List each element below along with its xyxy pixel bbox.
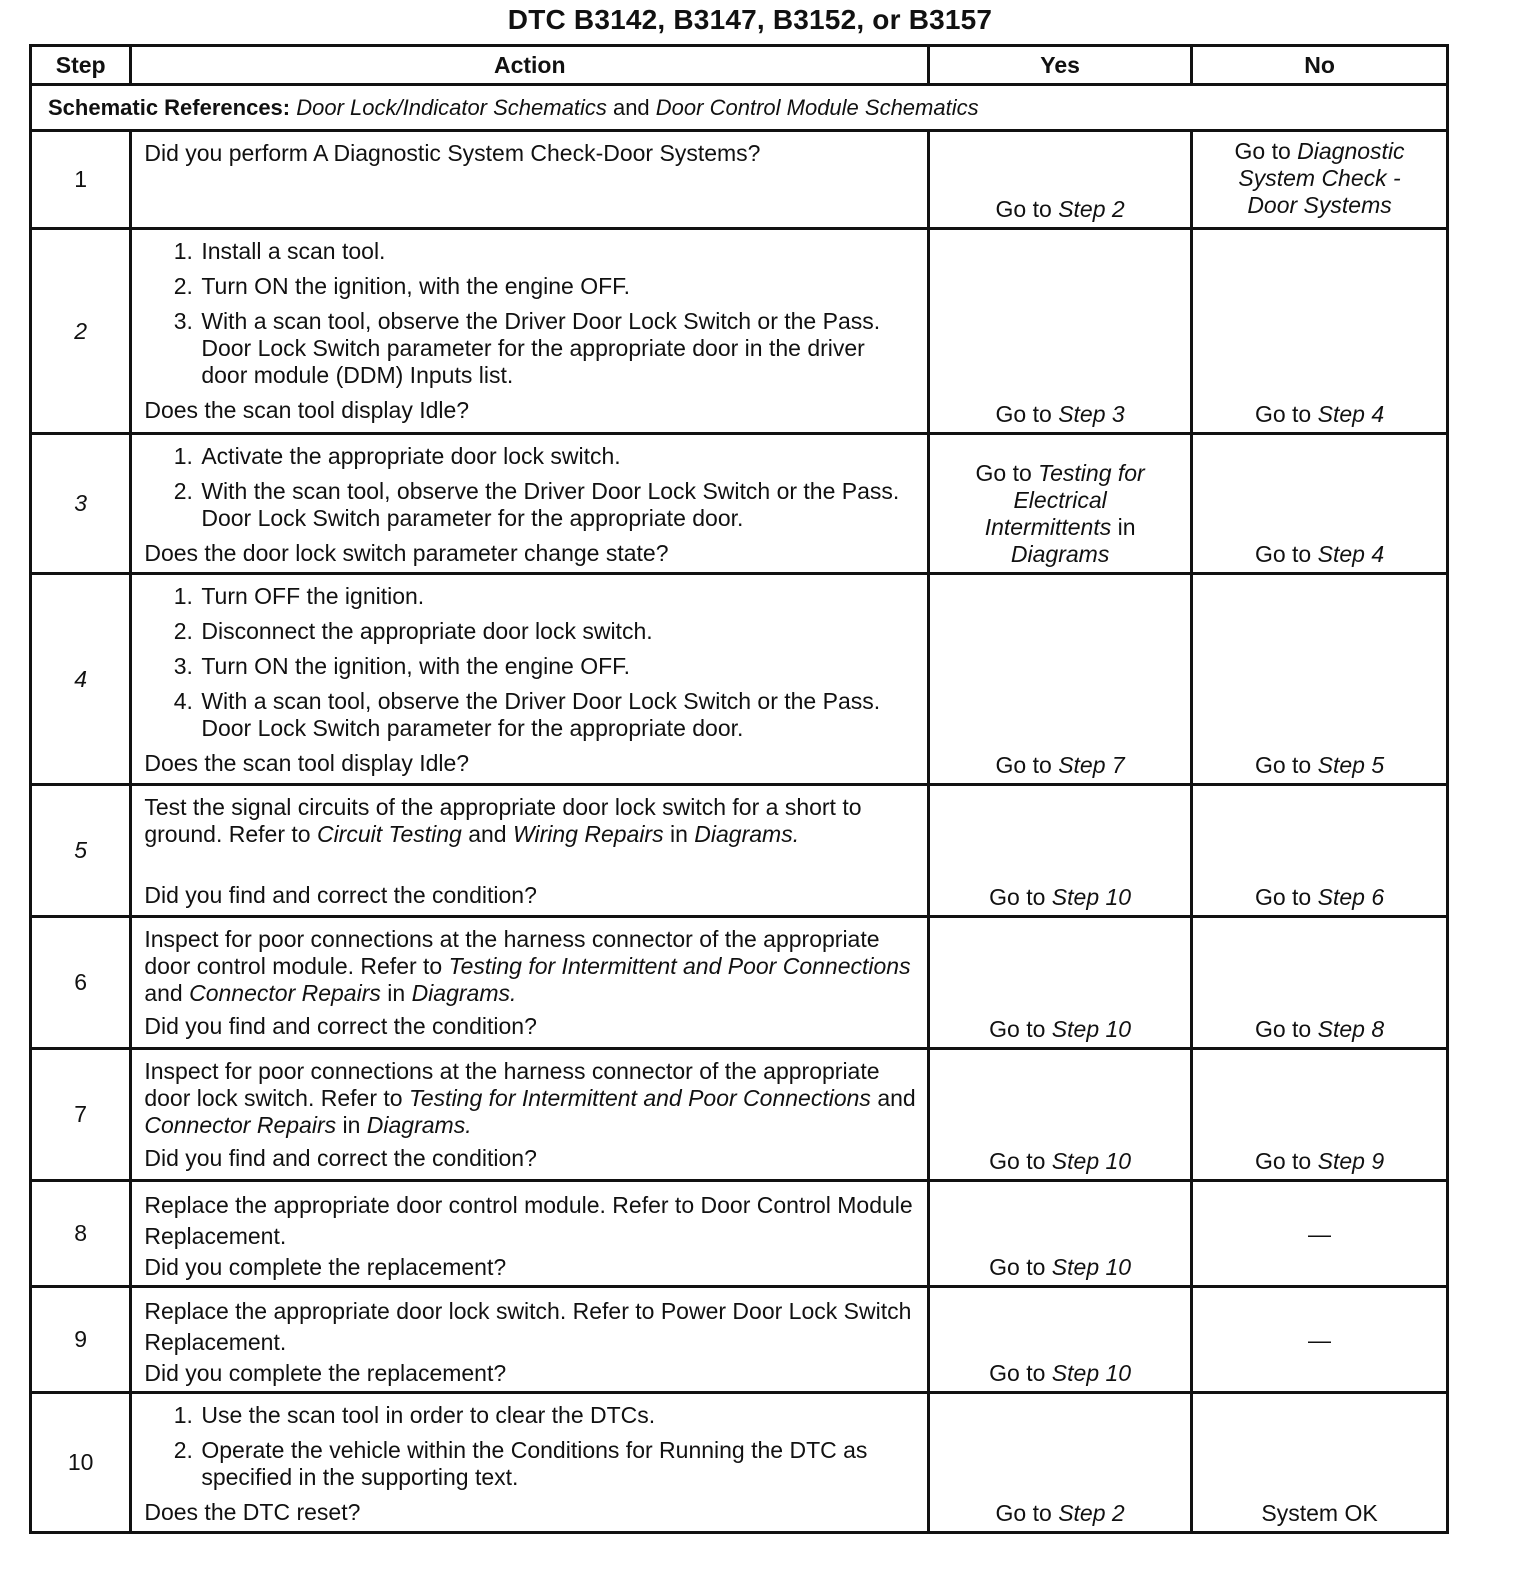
reference-link[interactable]: Diagrams. (694, 821, 800, 847)
no-target-link[interactable]: Diagnostic (1297, 138, 1405, 164)
reference-link[interactable]: Wiring Repairs (512, 821, 664, 847)
schematic-and: and (612, 95, 650, 120)
step-number (31, 229, 131, 434)
step-number: 1 (31, 131, 131, 229)
schematic-references-row (31, 85, 1448, 131)
table-row (31, 434, 1448, 574)
no-result (1192, 785, 1448, 917)
yes-result (929, 785, 1192, 917)
reference-link[interactable]: Testing for Intermittent and Poor Connections (408, 1085, 871, 1111)
action-cell (131, 1287, 929, 1393)
yes-result (929, 917, 1192, 1049)
goto-label: Go to (1254, 541, 1312, 567)
yes-target-link[interactable]: Step 2 (1058, 1500, 1125, 1526)
table-row (31, 1049, 1448, 1181)
no-line: Go to (1234, 138, 1291, 164)
yes-target-link[interactable]: Step 10 (1051, 1148, 1132, 1174)
action-cell (131, 434, 929, 574)
reference-link[interactable]: Connector Repairs (144, 1112, 337, 1138)
no-result (1192, 434, 1448, 574)
goto-label: Go to (989, 884, 1046, 910)
question-text: Does the scan tool display Idle? (144, 750, 470, 776)
yes-result (929, 131, 1192, 229)
table-row (31, 785, 1448, 917)
step-number-text: 3 (74, 490, 88, 516)
yes-result (929, 1393, 1192, 1533)
question-text: Does the door lock switch parameter change state? (144, 540, 669, 566)
reference-link[interactable]: Testing for Intermittent and Poor Connections (448, 953, 911, 979)
question-text: Does the scan tool display Idle? (144, 397, 470, 423)
step-number (31, 434, 131, 574)
step-number: 6 (31, 917, 131, 1049)
goto-label: Go to (989, 1360, 1046, 1386)
action-text: Inspect for poor connections at the harness connector of the appropriate door lock switch. Refer to (144, 1058, 880, 1111)
reference-link[interactable]: Circuit Testing (316, 821, 462, 847)
yes-result (929, 574, 1192, 785)
action-list (144, 238, 917, 389)
table-row (31, 1181, 1448, 1287)
action-text: and (144, 980, 183, 1006)
action-cell (131, 229, 929, 434)
no-target-link[interactable]: Step 8 (1317, 1016, 1385, 1042)
goto-label: Go to (989, 1016, 1046, 1042)
yes-target-link[interactable]: Diagrams (1010, 541, 1110, 567)
action-cell (131, 1393, 929, 1533)
action-text: in (387, 980, 406, 1006)
schematic-ref-1[interactable]: Door Lock/Indicator Schematics (296, 95, 607, 120)
yes-target-link[interactable]: Step 3 (1058, 401, 1125, 427)
no-result: System OK (1192, 1393, 1448, 1533)
yes-result (929, 1049, 1192, 1181)
question-text: Did you find and correct the condition? (144, 1145, 537, 1171)
in-label: in (1117, 514, 1136, 540)
yes-target-link[interactable]: Step 10 (1051, 1360, 1132, 1386)
no-result: — (1192, 1287, 1448, 1393)
no-target-link[interactable]: Step 5 (1317, 752, 1385, 778)
no-result (1192, 131, 1448, 229)
action-cell (131, 1049, 929, 1181)
yes-result (929, 229, 1192, 434)
diagnostic-table (29, 44, 1449, 1534)
question-text: Did you complete the replacement? (144, 1254, 507, 1280)
goto-label: Go to (1254, 1148, 1312, 1174)
step-number (31, 574, 131, 785)
goto-label: Go to (1254, 884, 1312, 910)
action-text: and (468, 821, 507, 847)
question-text: Did you find and correct the condition? (144, 882, 537, 908)
action-item: 1. Use the scan tool in order to clear the DTCs. (199, 1402, 917, 1429)
goto-label: Go to (1254, 752, 1312, 778)
header-step: Step (31, 46, 131, 85)
action-item: 1. Turn OFF the ignition. (199, 583, 917, 610)
action-text: in (670, 821, 688, 847)
schematic-label: Schematic References: (48, 95, 291, 120)
no-target-link[interactable]: Step 4 (1317, 401, 1385, 427)
table-row (31, 1287, 1448, 1393)
goto-label: Go to (1254, 401, 1312, 427)
goto-label: Go to (995, 401, 1052, 427)
goto-label: Go to (989, 1148, 1046, 1174)
action-item: 2. Turn ON the ignition, with the engine OFF. (199, 273, 917, 300)
no-target-link[interactable]: Step 9 (1317, 1148, 1385, 1174)
no-result: — (1192, 1181, 1448, 1287)
action-item: 1. Install a scan tool. (199, 238, 917, 265)
step-number: 7 (31, 1049, 131, 1181)
question-text: Did you complete the replacement? (144, 1360, 507, 1386)
goto-label: Go to (1254, 1016, 1312, 1042)
action-list (144, 443, 917, 532)
schematic-references (31, 85, 1448, 131)
yes-target-link[interactable]: Step 2 (1058, 196, 1125, 222)
step-number: 10 (31, 1393, 131, 1533)
step-number-text: 4 (74, 665, 88, 692)
yes-target-link[interactable]: Step 7 (1058, 752, 1125, 778)
action-cell (131, 574, 929, 785)
goto-label: Go to (989, 1254, 1046, 1280)
step-number-text: 5 (74, 837, 88, 863)
action-list (144, 583, 917, 742)
yes-result (929, 434, 1192, 574)
action-item: 2. Operate the vehicle within the Conditions for Running the DTC as specified in the supporting text. (199, 1437, 917, 1491)
yes-target-link[interactable]: Testing for (1038, 460, 1145, 486)
table-row (31, 131, 1448, 229)
action-item: 2. With the scan tool, observe the Driver Door Lock Switch or the Pass. Door Lock Switch parameter for the appropriate door. (199, 478, 917, 532)
action-cell (131, 785, 929, 917)
action-item: 4. With a scan tool, observe the Driver Door Lock Switch or the Pass. Door Lock Switch parameter for the appropriate door. (199, 688, 917, 742)
yes-target-link[interactable]: Step 10 (1051, 1254, 1132, 1280)
table-row (31, 229, 1448, 434)
action-paragraph (144, 794, 917, 848)
action-text: Replace the appropriate door control module. Refer to Door Control Module Replacement. (144, 1192, 913, 1249)
question-text: Does the DTC reset? (144, 1499, 361, 1525)
header-action: Action (131, 46, 929, 85)
table-row (31, 917, 1448, 1049)
goto-label: Go to (975, 460, 1032, 486)
action-cell (131, 1181, 929, 1287)
action-text: in (342, 1112, 361, 1138)
yes-target-link[interactable]: Electrical (1013, 487, 1107, 513)
reference-link[interactable]: Diagrams. (411, 980, 517, 1006)
action-text: Did you perform A Diagnostic System Check-Door Systems? (131, 131, 929, 229)
step-number: 8 (31, 1181, 131, 1287)
action-item: 3. Turn ON the ignition, with the engine OFF. (199, 653, 917, 680)
header-yes: Yes (929, 46, 1192, 85)
header-no: No (1192, 46, 1448, 85)
yes-target-link[interactable]: Step 10 (1051, 1016, 1132, 1042)
action-text: Test the signal circuits of the appropriate door lock switch for a short to ground. Refer to (144, 794, 862, 847)
schematic-ref-2[interactable]: Door Control Module Schematics (655, 95, 979, 120)
table-row (31, 1393, 1448, 1533)
goto-label: Go to (995, 196, 1052, 222)
step-number: 9 (31, 1287, 131, 1393)
no-result (1192, 1049, 1448, 1181)
action-item: 2. Disconnect the appropriate door lock switch. (199, 618, 917, 645)
no-target-link[interactable]: Step 6 (1317, 884, 1385, 910)
yes-result (929, 1181, 1192, 1287)
no-result (1192, 574, 1448, 785)
page-title: DTC B3142, B3147, B3152, or B3157 (507, 4, 993, 35)
action-paragraph (144, 926, 917, 1007)
action-paragraph (144, 1058, 917, 1139)
no-target-link[interactable]: System Check - (1238, 165, 1401, 191)
yes-target-link[interactable]: Intermittents (984, 514, 1112, 540)
yes-result (929, 1287, 1192, 1393)
no-target-link[interactable]: Door Systems (1247, 192, 1392, 218)
table-row (31, 574, 1448, 785)
action-list (144, 1402, 917, 1491)
action-item: 1. Activate the appropriate door lock switch. (199, 443, 917, 470)
header-row (31, 46, 1448, 85)
goto-label: Go to (995, 752, 1052, 778)
step-number (31, 785, 131, 917)
goto-label: Go to (995, 1500, 1052, 1526)
action-text: and (877, 1085, 916, 1111)
no-result (1192, 917, 1448, 1049)
reference-link[interactable]: Connector Repairs (189, 980, 381, 1006)
step-number-text: 2 (74, 317, 88, 344)
reference-link[interactable]: Diagrams. (366, 1112, 472, 1138)
no-result (1192, 229, 1448, 434)
question-text: Did you find and correct the condition? (144, 1013, 537, 1039)
action-text: Inspect for poor connections at the harness connector of the appropriate door control module. Refer to (144, 926, 880, 979)
action-cell (131, 917, 929, 1049)
no-target-link[interactable]: Step 4 (1317, 541, 1385, 567)
action-item: 3. With a scan tool, observe the Driver Door Lock Switch or the Pass. Door Lock Switch parameter for the appropriate door in the driver door module (DDM) Inputs list. (199, 308, 917, 389)
yes-target-link[interactable]: Step 10 (1051, 884, 1132, 910)
action-text: Replace the appropriate door lock switch. Refer to Power Door Lock Switch Replacement. (144, 1298, 912, 1355)
